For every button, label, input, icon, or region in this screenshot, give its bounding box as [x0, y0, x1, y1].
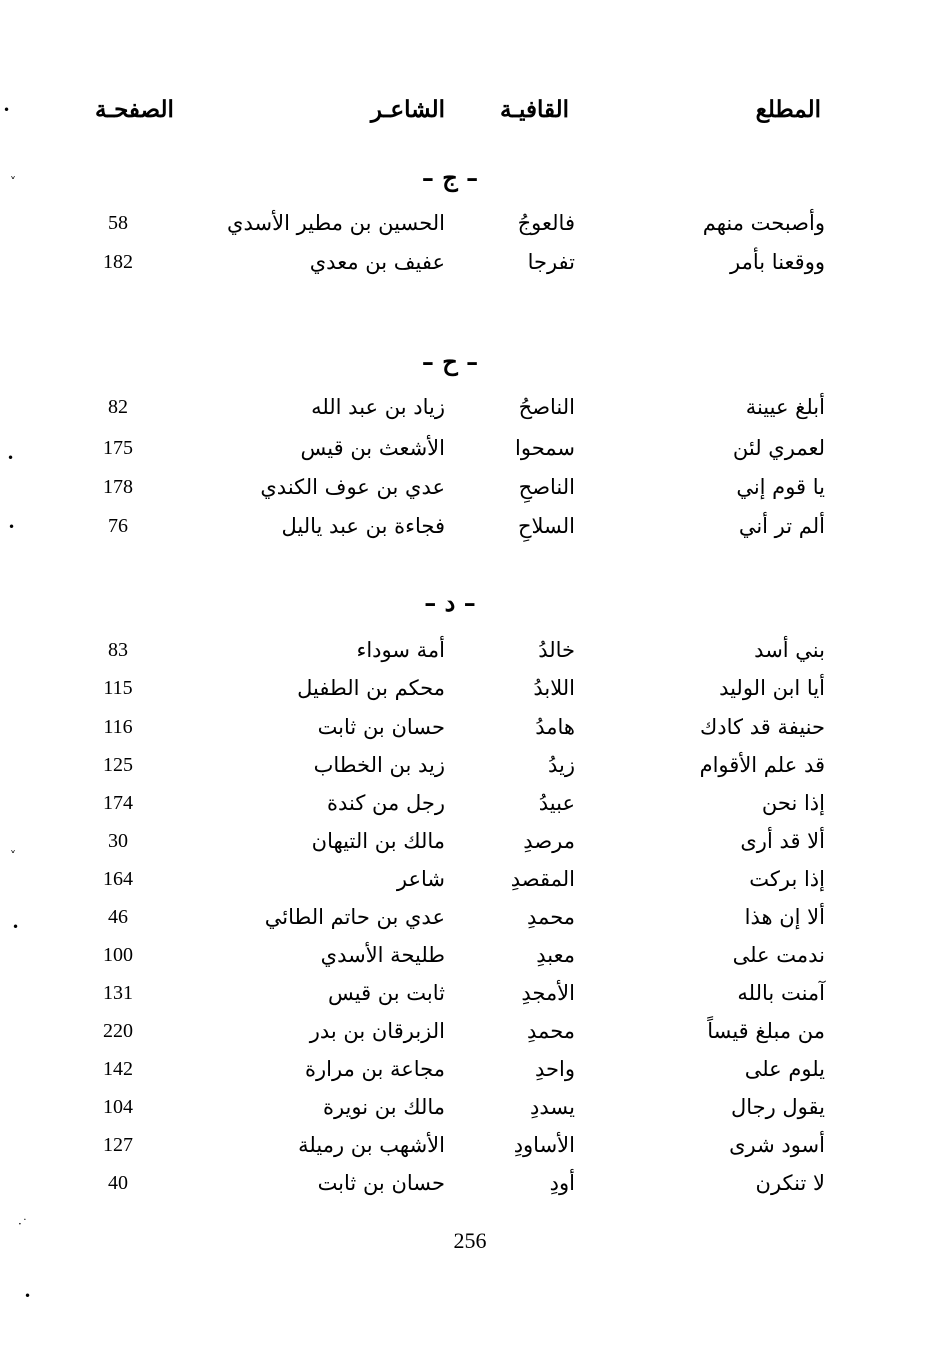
table-row — [0, 430, 945, 466]
matla-cell: من مبلغ قيساً — [707, 1019, 825, 1043]
table-row — [0, 1051, 945, 1087]
poet-cell: ثابت بن قيس — [327, 981, 445, 1005]
poet-cell: مالك بن نويرة — [322, 1095, 445, 1119]
matla-cell: لعمري لئن — [732, 436, 825, 460]
matla-cell: حنيفة قد كادك — [699, 715, 825, 739]
page-cell: 46 — [108, 906, 128, 928]
section-heading: – د – — [424, 588, 476, 617]
poet-cell: عدي بن عوف الكندي — [260, 475, 445, 499]
poet-cell: فجاءة بن عبد ياليل — [281, 514, 445, 538]
page-cell: 164 — [103, 868, 133, 890]
matla-cell: يلوم على — [744, 1057, 825, 1081]
poet-cell: عدي بن حاتم الطائي — [264, 905, 445, 929]
section-heading: – ج – — [421, 163, 479, 192]
qafia-cell: تفرجا — [527, 250, 575, 274]
poet-cell: مجاعة بن مرارة — [305, 1057, 445, 1081]
margin-mark: ˅ — [10, 849, 16, 863]
qafia-cell: زيدُ — [547, 753, 575, 777]
qafia-cell: الناصحِ — [518, 475, 575, 499]
matla-cell: آمنت بالله — [737, 981, 825, 1005]
poet-cell: محكم بن الطفيل — [297, 676, 445, 700]
table-row — [0, 747, 945, 783]
header-qafia: القافيـة — [499, 96, 569, 123]
table-row — [0, 1165, 945, 1201]
table-row — [0, 469, 945, 505]
page-cell: 83 — [108, 639, 128, 661]
page-cell: 142 — [103, 1058, 133, 1080]
matla-cell: وأصبحت منهم — [702, 211, 825, 235]
qafia-cell: يسددِ — [530, 1095, 575, 1119]
margin-mark: • — [7, 451, 15, 465]
poet-cell: طليحة الأسدي — [320, 943, 445, 967]
margin-mark: ˅ — [10, 175, 16, 189]
page-cell: 178 — [103, 476, 133, 498]
qafia-cell: سمحوا — [515, 436, 575, 460]
page-cell: 104 — [103, 1096, 133, 1118]
qafia-cell: المقصدِ — [510, 867, 575, 891]
page-cell: 175 — [103, 437, 133, 459]
margin-mark: • — [24, 1289, 32, 1303]
matla-cell: إذا بركت — [749, 867, 825, 891]
qafia-cell: محمدِ — [527, 1019, 575, 1043]
table-row — [0, 785, 945, 821]
qafia-cell: الأساودِ — [513, 1133, 575, 1157]
table-row — [0, 975, 945, 1011]
table-row — [0, 899, 945, 935]
page-cell: 100 — [103, 944, 133, 966]
header-matla: المطلع — [755, 96, 821, 123]
poet-cell: شاعر — [396, 867, 445, 891]
margin-mark: • — [3, 103, 11, 117]
qafia-cell: واحدِ — [535, 1057, 575, 1081]
poet-cell: رجل من كندة — [327, 791, 445, 815]
page-cell: 115 — [103, 677, 133, 699]
section-heading: – ح – — [421, 347, 479, 376]
matla-cell: ندمت على — [732, 943, 825, 967]
page-cell: 182 — [103, 251, 133, 273]
poet-cell: الزبرقان بن بدر — [309, 1019, 445, 1043]
margin-mark: ·˙ — [18, 1217, 28, 1231]
page-cell: 220 — [103, 1020, 133, 1042]
matla-cell: بني أسد — [754, 638, 825, 662]
poet-cell: الحسين بن مطير الأسدي — [227, 211, 445, 235]
header-safha: الصفحـة — [95, 96, 174, 123]
matla-cell: أسود شرى — [729, 1133, 825, 1157]
page-cell: 30 — [108, 830, 128, 852]
table-row — [0, 508, 945, 544]
page-cell: 174 — [103, 792, 133, 814]
table-row — [0, 1127, 945, 1163]
matla-cell: أبلغ عيينة — [745, 395, 825, 419]
page-cell: 40 — [108, 1172, 128, 1194]
table-row — [0, 861, 945, 897]
page-cell: 82 — [108, 396, 128, 418]
page-cell: 116 — [103, 716, 133, 738]
qafia-cell: مرصدِ — [523, 829, 575, 853]
table-row — [0, 670, 945, 706]
header-shaer: الشاعـر — [370, 96, 445, 123]
poet-cell: حسان بن ثابت — [317, 1171, 445, 1195]
table-row — [0, 389, 945, 425]
margin-mark: • — [8, 520, 16, 534]
margin-mark: • — [12, 920, 20, 934]
table-row — [0, 937, 945, 973]
page-cell: 58 — [108, 212, 128, 234]
page-cell: 131 — [103, 982, 133, 1004]
qafia-cell: خالدُ — [538, 638, 575, 662]
table-row — [0, 709, 945, 745]
qafia-cell: فالعوجُ — [517, 211, 575, 235]
qafia-cell: هامدُ — [535, 715, 575, 739]
page-cell: 127 — [103, 1134, 133, 1156]
matla-cell: ألا إن هذا — [744, 905, 825, 929]
matla-cell: لا تنكرن — [755, 1171, 825, 1195]
table-row — [0, 823, 945, 859]
matla-cell: ألا قد أرى — [740, 829, 825, 853]
matla-cell: قد علم الأقوام — [699, 753, 825, 777]
poet-cell: أمة سوداء — [356, 638, 445, 662]
qafia-cell: عبيدُ — [538, 791, 575, 815]
qafia-cell: أودِ — [549, 1171, 575, 1195]
table-row — [0, 205, 945, 241]
page-cell: 125 — [103, 754, 133, 776]
qafia-cell: اللابدُ — [533, 676, 575, 700]
matla-cell: ووقعنا بأمر — [730, 250, 825, 274]
poet-cell: حسان بن ثابت — [317, 715, 445, 739]
matla-cell: أيا ابن الوليد — [719, 676, 825, 700]
poet-cell: زياد بن عبد الله — [311, 395, 445, 419]
qafia-cell: الناصحُ — [518, 395, 575, 419]
poet-cell: الأشهب بن رميلة — [298, 1133, 445, 1157]
poet-cell: عفيف بن معدي — [309, 250, 445, 274]
qafia-cell: السلاحِ — [517, 514, 575, 538]
poet-cell: الأشعث بن قيس — [300, 436, 445, 460]
table-row — [0, 1013, 945, 1049]
page-cell: 76 — [108, 515, 128, 537]
matla-cell: يا قوم إني — [736, 475, 825, 499]
table-row — [0, 1089, 945, 1125]
table-row — [0, 632, 945, 668]
matla-cell: يقول رجال — [730, 1095, 825, 1119]
matla-cell: إذا نحن — [761, 791, 825, 815]
matla-cell: ألم تر أني — [738, 514, 825, 538]
page-number: 256 — [453, 1228, 487, 1253]
qafia-cell: محمدِ — [527, 905, 575, 929]
qafia-cell: الأمجدِ — [521, 981, 575, 1005]
table-row — [0, 244, 945, 280]
poet-cell: زيد بن الخطاب — [313, 753, 445, 777]
qafia-cell: معبدِ — [536, 943, 575, 967]
poet-cell: مالك بن التيهان — [311, 829, 445, 853]
